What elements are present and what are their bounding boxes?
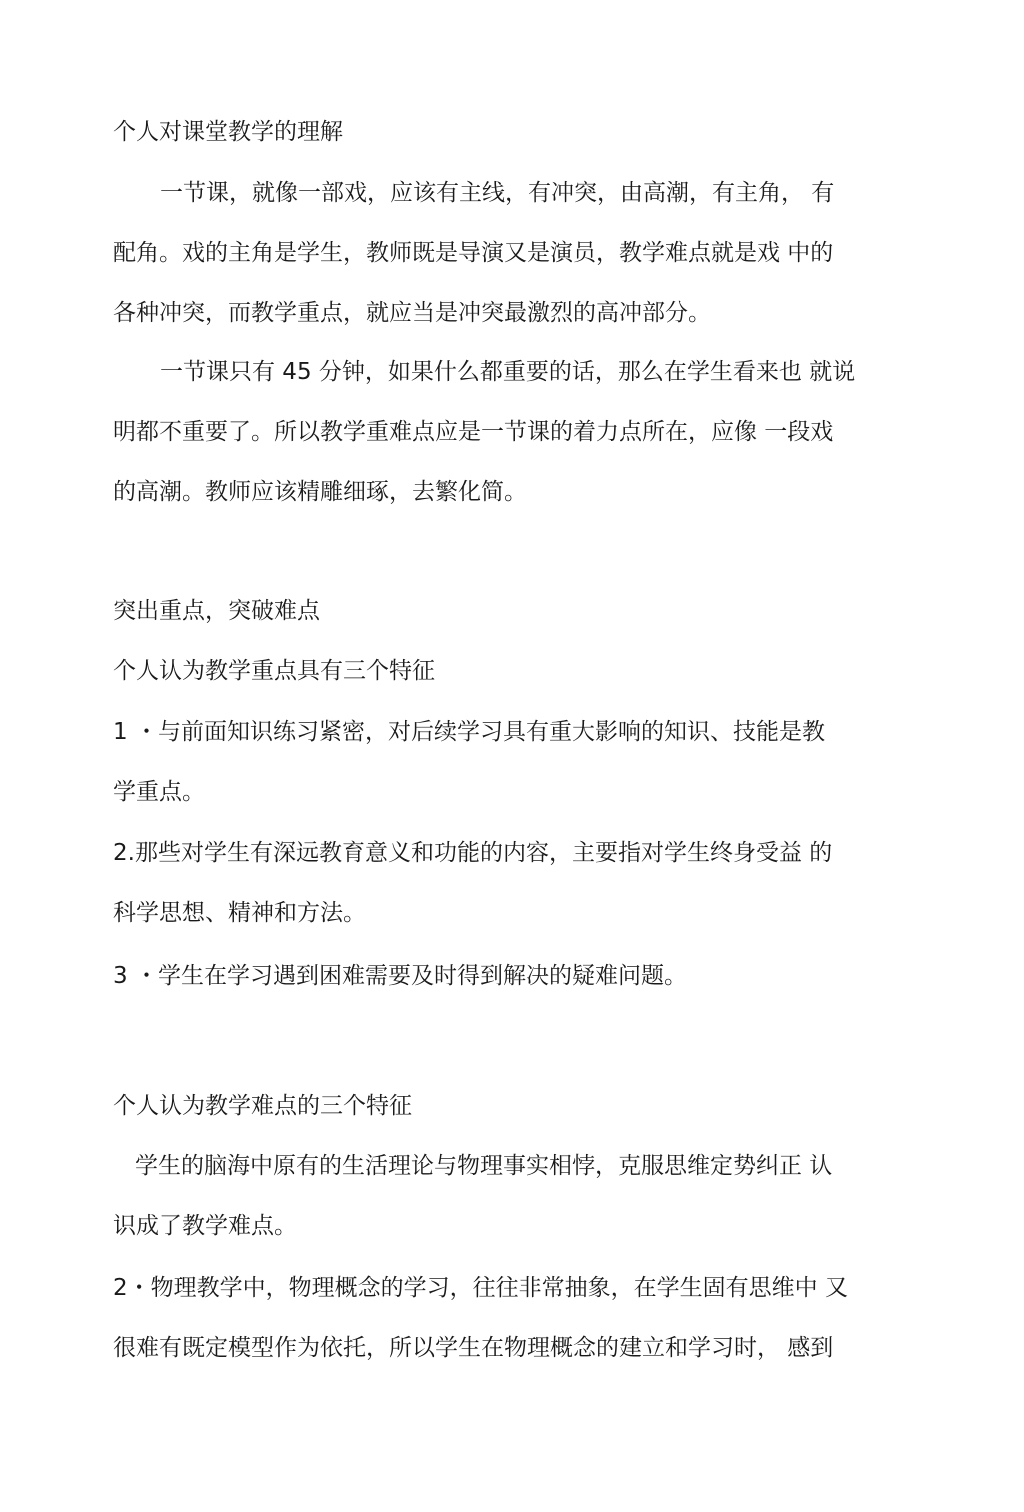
list-item-line: 很难有既定模型作为依托，所以学生在物理概念的建立和学习时， 感到: [113, 1335, 834, 1361]
list-item-line: 1 ・与前面知识练习紧密，对后续学习具有重大影响的知识、技能是教: [113, 719, 825, 745]
paragraph-line: 一节课，就像一部戏，应该有主线，有冲突，由高潮，有主角， 有: [160, 180, 835, 206]
section-heading-key-points: 突出重点，突破难点: [113, 598, 320, 624]
list-item-line: 2.那些对学生有深远教育意义和功能的内容，主要指对学生终身受益 的: [113, 840, 833, 866]
section-heading-classroom-teaching: 个人对课堂教学的理解: [113, 119, 343, 145]
paragraph-line: 配角。戏的主角是学生，教师既是导演又是演员，教学难点就是戏 中的: [113, 240, 834, 266]
list-item-line: 识成了教学难点。: [113, 1213, 297, 1239]
list-item-line: 学生的脑海中原有的生活理论与物理事实相悖，克服思维定势纠正 认: [135, 1153, 833, 1179]
paragraph-line: 的高潮。教师应该精雕细琢，去繁化简。: [113, 479, 527, 505]
subheading-key-point-features: 个人认为教学重点具有三个特征: [113, 658, 435, 684]
section-heading-difficult-points: 个人认为教学难点的三个特征: [113, 1093, 412, 1119]
paragraph-line: 各种冲突，而教学重点，就应当是冲突最激烈的高冲部分。: [113, 300, 711, 326]
list-item-line: 3 ・学生在学习遇到困难需要及时得到解决的疑难问题。: [113, 963, 687, 989]
list-item-line: 科学思想、精神和方法。: [113, 900, 366, 926]
list-item-line: 学重点。: [113, 779, 205, 805]
paragraph-line: 明都不重要了。所以教学重难点应是一节课的着力点所在，应像 一段戏: [113, 419, 834, 445]
paragraph-line: 一节课只有 45 分钟，如果什么都重要的话，那么在学生看来也 就说: [160, 359, 856, 385]
list-item-line: 2・物理教学中，物理概念的学习，往往非常抽象，在学生固有思维中 又: [113, 1275, 848, 1301]
